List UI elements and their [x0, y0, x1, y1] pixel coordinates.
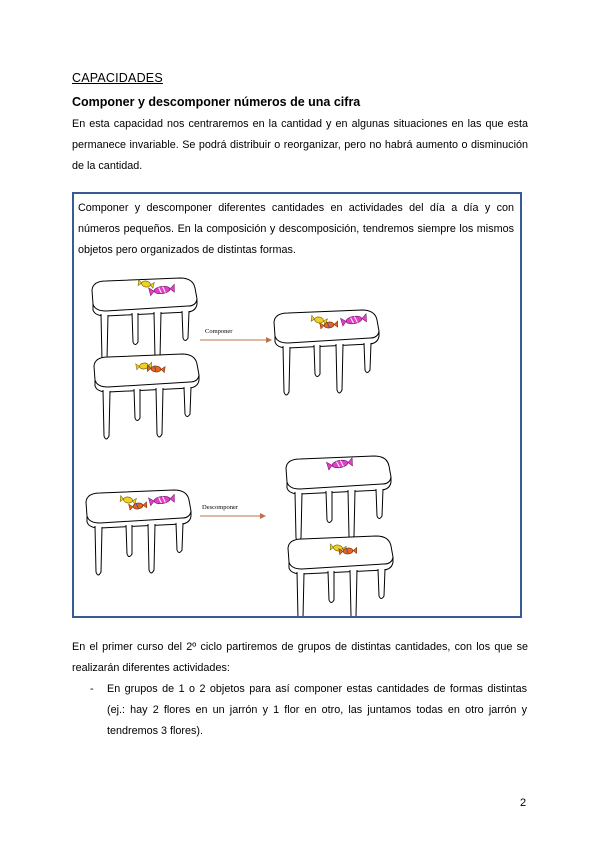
page-number: 2 — [520, 797, 527, 809]
decompose-label: Descomponer — [202, 504, 239, 511]
table-decomposed-top — [286, 456, 391, 541]
table-bottom-left — [94, 354, 199, 439]
paragraph-2: En el primer curso del 2º ciclo partiremos de grupos de distintas cantidades, con los que se realizarán diferentes actividades: — [72, 641, 528, 674]
table-composed — [274, 310, 379, 395]
bullet-text: En grupos de 1 o 2 objetos para así componer estas cantidades de formas distintas (ej.: hay 2 flores en un jarrón y 1 flor en otro, las juntamos todas en otro jarrón y tendremos 3 flores). — [107, 683, 527, 737]
subtitle: Componer y descomponer números de una cifra — [72, 95, 361, 109]
section-title: CAPACIDADES — [72, 71, 163, 85]
example-box — [72, 192, 522, 618]
compose-decompose-illustration — [74, 194, 520, 616]
intro-paragraph: En esta capacidad nos centraremos en la cantidad y en algunas situaciones en las que esta permanece invariable. Se podrá distribuir o reorganizar, pero no habrá aumento o disminución de la cantidad. — [72, 118, 528, 172]
bullet-marker: - — [90, 683, 94, 695]
table-top-left — [92, 278, 197, 363]
box-text: Componer y descomponer diferentes cantidades en actividades del día a día y con números pequeños. En la composición y descomposición, tendremos siempre los mismos objetos pero organizados de distintas formas. — [78, 202, 514, 256]
table-to-decompose — [86, 490, 191, 575]
compose-label: Componer — [205, 328, 233, 335]
table-decomposed-bottom — [288, 536, 393, 616]
